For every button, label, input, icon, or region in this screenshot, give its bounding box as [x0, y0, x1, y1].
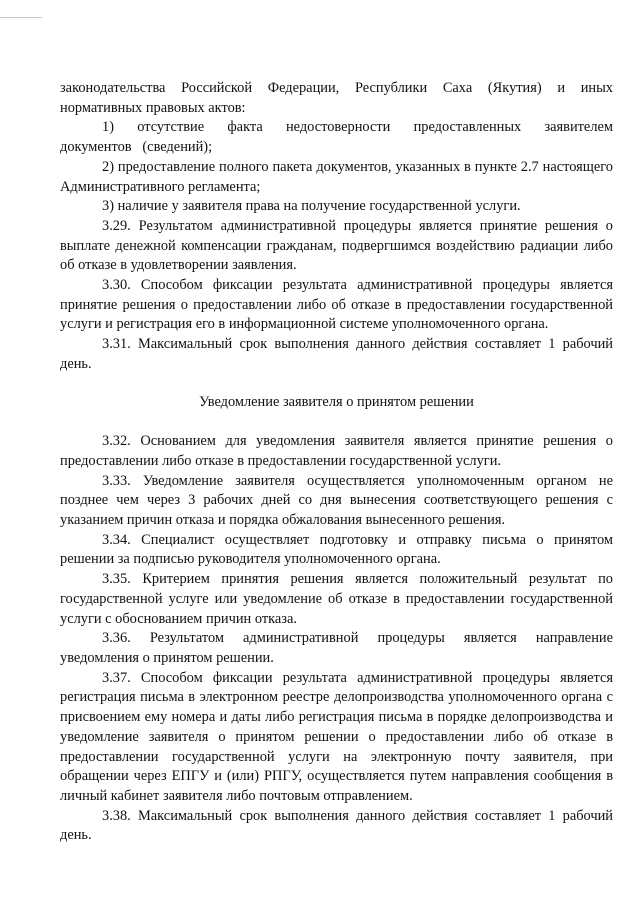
clause-3-35: 3.35. Критерием принятия решения является положительный результат по государственной услуге или уведомление об отказе в предоставлении государственной услуги с обоснованием причин отказа.: [60, 571, 613, 627]
clause-3-36: 3.36. Результатом административной процедуры является направление уведомления о принятом решении.: [60, 630, 613, 666]
clause-3-30: 3.30. Способом фиксации результата административной процедуры является принятие решения о предоставлении либо об отказе в предоставлении государственной услуги и регистрация его в информационной системе уполномоченного органа.: [60, 277, 613, 333]
clause-3-29: 3.29. Результатом административной процедуры является принятие решения о выплате денежной компенсации гражданам, подвергшимся воздействию радиации либо об отказе в удовлетворении заявления.: [60, 217, 613, 274]
clause-3-37: 3.37. Способом фиксации результата административной процедуры является регистрация письма в электронном реестре делопроизводства уполномоченного органа с присвоением ему номера и даты либо регистрация письма в порядке делопроизводства и уведомление заявителя о принятом решении о предоставлении либо об отказе в предоставлении государственной услуги на электронную почту заявителя, при обращении через ЕПГУ и (или) РПГУ, осуществляется путем направления сообщения в личный кабинет заявителя либо почтовым отправлением.: [60, 669, 613, 804]
clause-3-32: 3.32. Основанием для уведомления заявителя является принятие решения о предоставлении либо отказе в предоставлении государственной услуги.: [60, 433, 613, 469]
clause-3-33: 3.33. Уведомление заявителя осуществляется уполномоченным органом не позднее чем через 3 рабочих дней со дня вынесения соответствующего решения с указанием причин отказа и порядка обжалования вынесенного решения.: [60, 472, 613, 529]
list-item-1: 1) отсутствие факта недостоверности предоставленных заявителем документов (сведений);: [60, 119, 613, 156]
clause-3-31: 3.31. Максимальный срок выполнения данного действия составляет 1 рабочий день.: [60, 336, 613, 372]
clause-3-34: 3.34. Специалист осуществляет подготовку и отправку письма о принятом решении за подписью руководителя уполномоченного органа.: [60, 531, 613, 568]
section-heading: Уведомление заявителя о принятом решении: [199, 393, 474, 410]
clause-3-38: 3.38. Максимальный срок выполнения данного действия составляет 1 рабочий день.: [60, 807, 613, 844]
paragraph-continuation: законодательства Российской Федерации, Республики Саха (Якутия) и иных нормативных правовых актов:: [60, 80, 613, 116]
scan-corner-mark: [0, 17, 42, 18]
list-item-3: 3) наличие у заявителя права на получение государственной услуги.: [102, 198, 521, 215]
list-item-2: 2) предоставление полного пакета документов, указанных в пункте 2.7 настоящего Административного регламента;: [60, 158, 613, 195]
document-page: [60, 79, 613, 846]
